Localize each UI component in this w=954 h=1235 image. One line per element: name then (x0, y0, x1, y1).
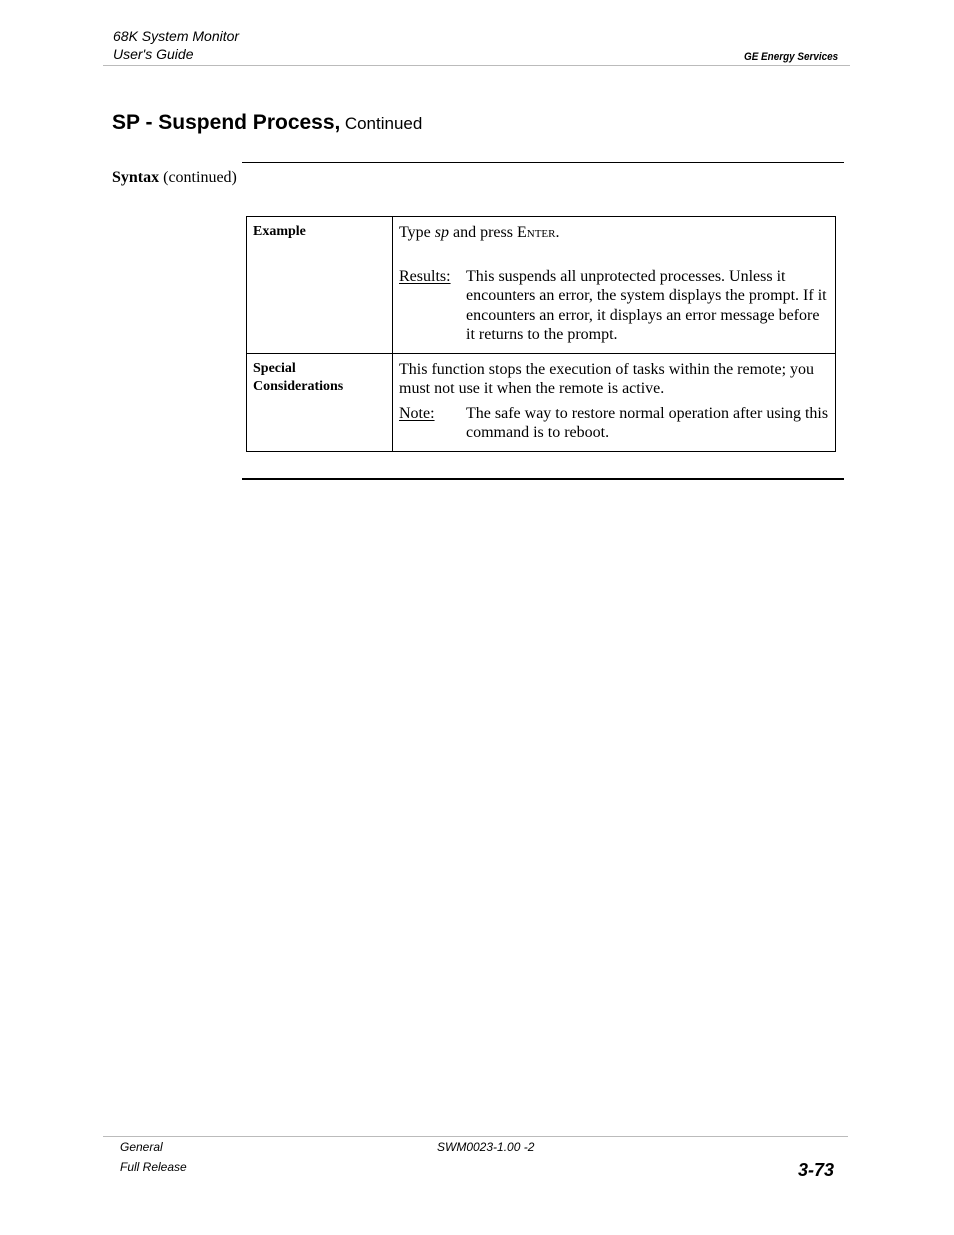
special-label-line1: Special (253, 360, 296, 376)
section-bottom-rule (242, 478, 844, 480)
example-value-cell (393, 217, 836, 354)
footer-page-number: 3-73 (798, 1160, 835, 1180)
page-title-main: SP - Suspend Process, (112, 111, 341, 134)
note-label: Note: (399, 404, 435, 422)
header-company: GE Energy Services (744, 51, 839, 63)
page-title-continued: Continued (344, 114, 423, 133)
section-heading-suffix: (continued) (163, 169, 237, 186)
table-row-example (247, 217, 836, 354)
results-text: This suspends all unprotected processes. Unless it encounters an error, the system displays the prompt. If it encounters an error, it displays an error message before it returns to the prompt. (466, 267, 827, 343)
example-key: Enter (516, 224, 556, 241)
footer-release: Full Release (120, 1160, 187, 1174)
header-title-block (113, 27, 239, 63)
example-label: Example (253, 224, 306, 239)
example-command: sp (434, 224, 449, 241)
header-product-name: 68K System Monitor (113, 28, 240, 44)
syntax-table (246, 216, 836, 452)
special-label-cell (247, 353, 393, 451)
example-type-word: Type (399, 224, 431, 241)
special-text: This function stops the execution of tasks within the remote; you must not use it when the remote is active. (399, 360, 815, 397)
section-heading (112, 169, 237, 187)
page-title (112, 111, 422, 135)
note-text: The safe way to restore normal operation after using this command is to reboot. (466, 404, 829, 441)
header-divider (103, 65, 850, 66)
results-label: Results: (399, 267, 451, 285)
footer-divider (103, 1136, 848, 1137)
special-value-cell (393, 353, 836, 451)
example-press-text: and press (453, 224, 513, 241)
example-instruction (399, 223, 829, 243)
section-heading-label: Syntax (112, 169, 160, 186)
footer-category: General (120, 1140, 163, 1154)
special-label-line2: Considerations (253, 378, 344, 394)
header-guide-name: User's Guide (113, 46, 194, 62)
example-results (399, 267, 829, 345)
example-label-cell (247, 217, 393, 354)
footer-doc-number: SWM0023-1.00 -2 (437, 1140, 535, 1154)
table-row-special (247, 353, 836, 451)
special-note (399, 404, 829, 443)
example-period: . (555, 224, 560, 241)
section-top-rule (242, 162, 844, 163)
